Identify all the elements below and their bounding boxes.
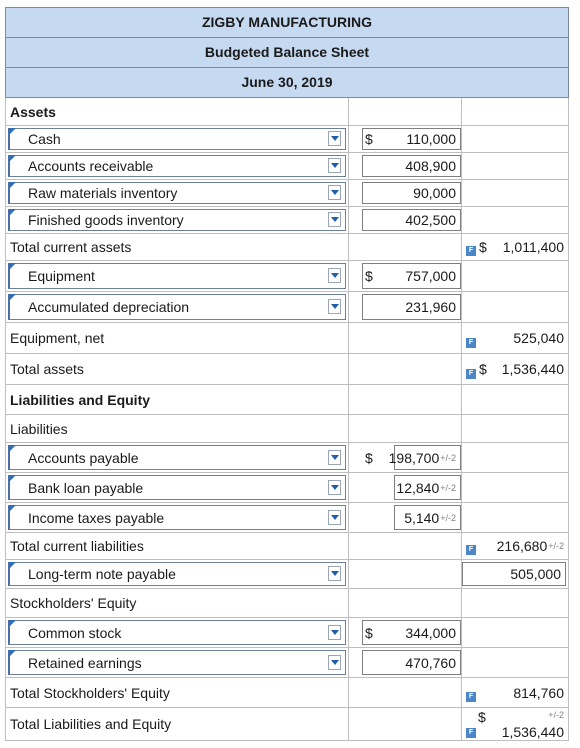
accounts-payable-input[interactable]: 198,700 +/-2 xyxy=(394,445,461,470)
total-assets-label: Total assets xyxy=(10,361,84,377)
finished-goods-row xyxy=(5,207,569,234)
income-taxes-row xyxy=(5,503,569,533)
long-term-note-select[interactable]: Long-term note payable xyxy=(8,562,346,586)
formula-badge-icon: F xyxy=(466,369,476,379)
income-taxes-input[interactable]: 5,140 +/-2 xyxy=(394,505,461,530)
raw-materials-select[interactable]: Raw materials inventory xyxy=(8,182,346,204)
stockholders-equity-heading: Stockholders' Equity xyxy=(10,595,137,611)
bank-loan-row xyxy=(5,473,569,503)
formula-badge-icon: F xyxy=(466,728,476,738)
finished-goods-select[interactable]: Finished goods inventory xyxy=(8,209,346,231)
retained-earnings-select[interactable]: Retained earnings xyxy=(8,650,346,675)
chevron-down-icon[interactable] xyxy=(328,450,341,465)
equipment-input[interactable]: 757,000 xyxy=(362,263,461,289)
accounts-payable-row: Accounts payable $ 198,700 +/-2 xyxy=(5,443,569,473)
total-se-label: Total Stockholders' Equity xyxy=(10,684,170,701)
retained-earnings-input[interactable]: 470,760 xyxy=(362,650,461,675)
bank-loan-select[interactable]: Bank loan payable xyxy=(8,475,346,500)
chevron-down-icon[interactable] xyxy=(328,212,341,227)
company-name: ZIGBY MANUFACTURING xyxy=(5,7,569,37)
assets-heading: Assets xyxy=(10,103,56,120)
common-stock-row: Common stock $ 344,000 xyxy=(5,618,569,648)
chevron-down-icon[interactable] xyxy=(328,625,341,640)
input-marker-icon xyxy=(9,505,16,512)
input-marker-icon xyxy=(9,209,16,216)
total-se-value: 814,760 xyxy=(513,684,564,701)
input-marker-icon xyxy=(9,650,16,657)
balance-sheet xyxy=(5,7,569,741)
statement-date: June 30, 2019 xyxy=(5,67,569,98)
chevron-down-icon[interactable] xyxy=(328,299,341,314)
long-term-note-input[interactable]: 505,000 xyxy=(462,562,566,586)
retained-earnings-row xyxy=(5,648,569,678)
equipment-net-row xyxy=(5,323,569,354)
accounts-payable-select[interactable]: Accounts payable xyxy=(8,445,346,470)
chevron-down-icon[interactable] xyxy=(328,268,341,283)
input-marker-icon xyxy=(9,445,16,452)
chevron-down-icon[interactable] xyxy=(328,158,341,173)
chevron-down-icon[interactable] xyxy=(328,185,341,200)
total-current-liabilities-row xyxy=(5,533,569,560)
accumulated-depreciation-select[interactable]: Accumulated depreciation xyxy=(8,294,346,320)
income-taxes-select[interactable]: Income taxes payable xyxy=(8,505,346,530)
raw-materials-input[interactable]: 90,000 xyxy=(362,182,461,204)
total-current-assets-row: Total current assets F $ 1,011,400 xyxy=(5,234,569,261)
input-marker-icon xyxy=(9,294,16,301)
accounts-receivable-select[interactable]: Accounts receivable xyxy=(8,155,346,177)
chevron-down-icon[interactable] xyxy=(328,510,341,525)
equipment-net-value: 525,040 xyxy=(513,330,564,346)
assets-section-row xyxy=(5,98,569,126)
chevron-down-icon[interactable] xyxy=(328,655,341,670)
equipment-row: Equipment $ 757,000 xyxy=(5,261,569,292)
total-current-liabilities-label: Total current liabilities xyxy=(10,538,144,554)
formula-badge-icon: F xyxy=(466,545,476,555)
accumulated-depreciation-row xyxy=(5,292,569,323)
formula-badge-icon: F xyxy=(466,338,476,348)
finished-goods-input[interactable]: 402,500 xyxy=(362,209,461,231)
input-marker-icon xyxy=(9,128,16,135)
stockholders-equity-section-row xyxy=(5,589,569,618)
liabilities-section-row xyxy=(5,415,569,443)
accounts-receivable-input[interactable]: 408,900 xyxy=(362,155,461,177)
input-marker-icon xyxy=(9,620,16,627)
cash-input[interactable]: 110,000 xyxy=(362,128,461,150)
liabilities-equity-heading: Liabilities and Equity xyxy=(10,391,151,408)
total-le-value: 1,536,440 xyxy=(501,724,564,740)
chevron-down-icon[interactable] xyxy=(328,131,341,146)
equipment-select[interactable]: Equipment xyxy=(8,263,346,289)
chevron-down-icon[interactable] xyxy=(328,480,341,495)
input-marker-icon xyxy=(9,562,16,569)
total-current-assets-value: 1,011,400 xyxy=(502,239,564,255)
bank-loan-input[interactable]: 12,840 +/-2 xyxy=(394,475,461,500)
input-marker-icon xyxy=(9,263,16,270)
liabilities-heading: Liabilities xyxy=(10,420,68,437)
cash-select[interactable]: Cash xyxy=(8,128,346,150)
total-assets-value: 1,536,440 xyxy=(501,361,564,377)
cash-currency: $ xyxy=(365,131,373,147)
statement-title: Budgeted Balance Sheet xyxy=(5,37,569,67)
formula-badge-icon: F xyxy=(466,692,476,702)
total-le-row: Total Liabilities and Equity F $ +/-2 1,536,440 xyxy=(5,708,569,741)
long-term-note-row xyxy=(5,560,569,589)
input-marker-icon xyxy=(9,182,16,189)
total-current-assets-label: Total current assets xyxy=(10,239,132,255)
total-se-row xyxy=(5,678,569,708)
total-assets-row: Total assets F $ 1,536,440 xyxy=(5,354,569,385)
total-le-label: Total Liabilities and Equity xyxy=(10,716,172,732)
input-marker-icon xyxy=(9,155,16,162)
common-stock-select[interactable]: Common stock xyxy=(8,620,346,645)
equipment-net-label: Equipment, net xyxy=(10,330,105,346)
input-marker-icon xyxy=(9,475,16,482)
total-current-liabilities-value: 216,680 +/-2 xyxy=(496,538,564,554)
raw-materials-row xyxy=(5,180,569,207)
chevron-down-icon[interactable] xyxy=(328,566,341,581)
accumulated-depreciation-input[interactable]: 231,960 xyxy=(362,294,461,320)
cash-row xyxy=(5,126,569,153)
formula-badge-icon: F xyxy=(466,246,476,256)
common-stock-input[interactable]: 344,000 xyxy=(362,620,461,645)
accounts-receivable-row xyxy=(5,153,569,180)
liabilities-equity-section-row xyxy=(5,385,569,415)
